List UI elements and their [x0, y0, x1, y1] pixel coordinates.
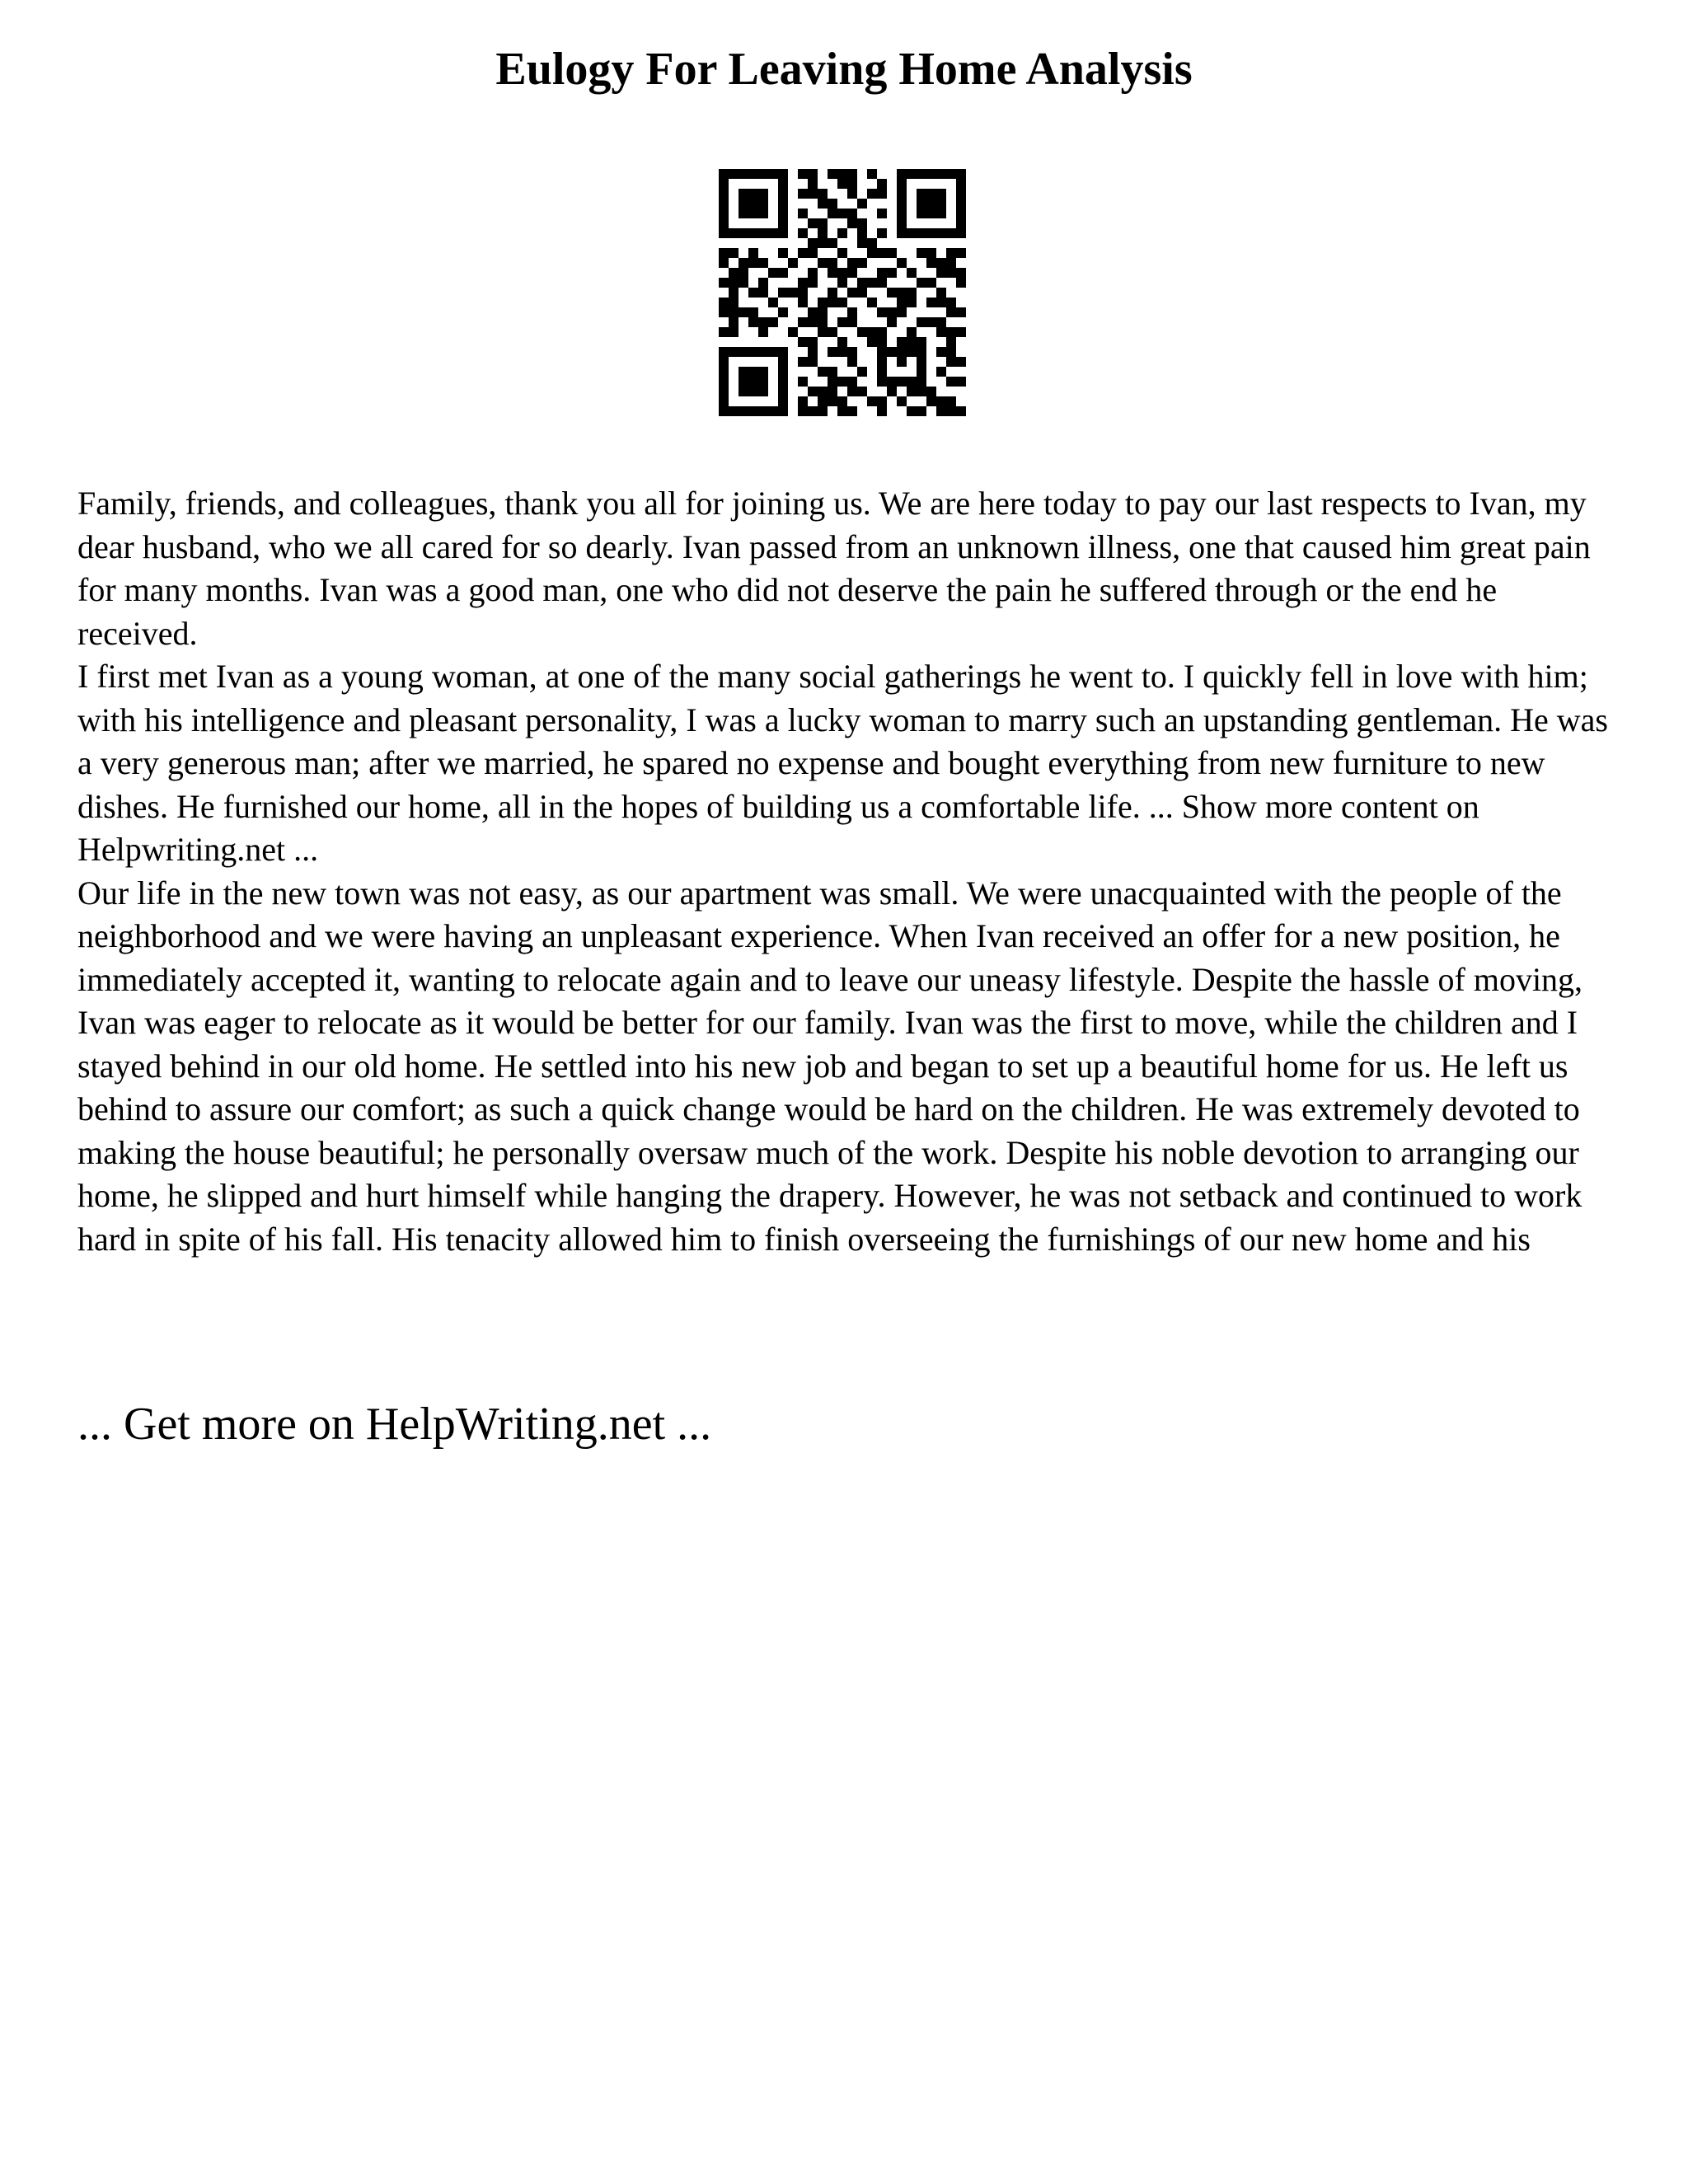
get-more-link[interactable]: ... Get more on HelpWriting.net ... [77, 1399, 712, 1450]
qr-code-icon [719, 169, 966, 416]
paragraph-new-town: Our life in the new town was not easy, as our apartment was small. We were unacquainted with the people of the neighborhood and we were having an unpleasant experience. When Ivan received an offer for a new position, he immediately accepted it, wanting to relocate again and to leave our uneasy lifestyle. Despite the hassle of moving, Ivan was eager to relocate as it would be better for our family. Ivan was the first to move, while the children and I stayed behind in our old home. He settled into his new job and began to set up a beautiful home for us. He left us behind to assure our comfort; as such a quick change would be hard on the children. He was extremely devoted to making the house beautiful; he personally oversaw much of the work. Despite his noble devotion to arranging our home, he slipped and hurt himself while hanging the drapery. However, he was not setback and continued to work hard in spite of his fall. His tenacity allowed him to finish overseeing the furnishings of our new home and his [77, 874, 1583, 1258]
page-title: Eulogy For Leaving Home Analysis [495, 44, 1193, 95]
paragraph-first-met: I first met Ivan as a young woman, at one of the many social gatherings he went to. I quickly fell in love with him; with his intelligence and pleasant personality, I was a lucky woman to marry such an upstanding gentleman. He was a very generous man; after we married, he spared no expense and bought everything from new furniture to new dishes. He furnished our home, all in the hopes of building us a comfortable life. ... Show more content on Helpwriting.net ... [77, 658, 1608, 868]
paragraph-intro: Family, friends, and colleagues, thank you all for joining us. We are here today to pay our last respects to Ivan, my dear husband, who we all cared for so dearly. Ivan passed from an unknown illness, one that caused him great pain for many months. Ivan was a good man, one who did not deserve the pain he suffered through or the end he received. [77, 485, 1591, 652]
article-body [77, 482, 1619, 1261]
